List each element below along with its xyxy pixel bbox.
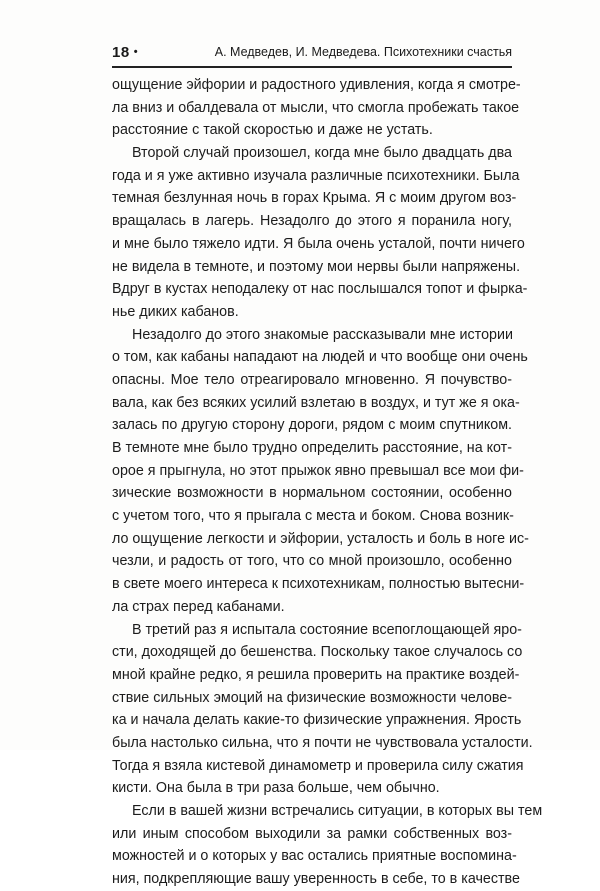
page-number-bullet: • — [133, 46, 139, 58]
text-line: кисти. Она была в три раза больше, чем обычно. — [112, 780, 440, 797]
running-title: А. Медведев, И. Медведева. Психотехники счастья — [214, 45, 512, 59]
text-line: или иным способом выходили за рамки собственных воз- — [112, 825, 512, 842]
text-line: ка и начала делать какие-то физические упражнения. Ярость — [112, 712, 522, 729]
text-line: В темноте мне было трудно определить расстояние, на кот- — [112, 440, 512, 456]
text-line: сти, доходящей до бешенства. Поскольку такое случалось со — [112, 644, 523, 661]
text-line: опасны. Мое тело отреагировало мгновенно. Я почувство- — [112, 371, 512, 388]
page-number-value: 18 — [112, 44, 130, 61]
text-line: была настолько сильна, что я почти не чувствовала усталости. — [112, 734, 533, 751]
text-line: с учетом того, что я прыгала с места и боком. Снова возник- — [112, 508, 514, 525]
text-line: ствие сильных эмоций на физические возможности челове- — [112, 689, 512, 706]
text-line: Тогда я взяла кистевой динамометр и проверила силу сжатия — [112, 757, 524, 774]
text-line: вращалась в лагерь. Незадолго до этого я поранила ногу, — [112, 213, 512, 230]
text-line: нье диких кабанов. — [112, 303, 239, 320]
paragraph — [112, 74, 521, 142]
text-line: Незадолго до этого знакомые рассказывали мне истории — [132, 326, 513, 343]
text-line: В третий раз я испытала состояние всепоглощающей яро- — [132, 621, 522, 638]
text-line: о том, как кабаны нападают на людей и что вообще они очень — [112, 349, 528, 366]
text-line: ло ощущение легкости и эйфории, усталость и боль в ноге ис- — [112, 530, 529, 547]
text-line: зические возможности в нормальном состоянии, особенно — [112, 485, 512, 502]
paragraph — [112, 142, 528, 324]
text-line: расстояние с такой скоростью и даже не устать. — [112, 122, 433, 139]
text-line: года и я уже активно изучала различные психотехники. Была — [112, 167, 520, 184]
text-line: не видела в темноте, и поэтому мои нервы были напряжены. — [112, 258, 521, 275]
text-line: Второй случай произошел, когда мне было двадцать два — [132, 145, 512, 162]
page-number — [112, 44, 138, 61]
text-line: ощущение эйфории и радостного удивления, когда я смотре- — [112, 77, 521, 93]
paragraph — [112, 800, 543, 891]
header-rule — [112, 66, 512, 68]
text-line: можностей и о которых у вас остались приятные воспомина- — [112, 848, 517, 865]
text-line: в свете моего интереса к психотехникам, полностью вытесни- — [112, 576, 525, 593]
text-line: ла вниз и обалдевала от мысли, что смогла пробежать такое — [112, 99, 520, 116]
text-line: ла страх перед кабанами. — [112, 598, 285, 615]
text-line: вала, как без всяких усилий взлетаю в воздух, и тут же я ока- — [112, 394, 520, 411]
text-line: и мне было тяжело идти. Я была очень усталой, почти ничего — [112, 235, 525, 252]
text-line: Вдруг в кустах неподалеку от нас послышался топот и фырка- — [112, 281, 528, 298]
text-line: Если в вашей жизни встречались ситуации, в которых вы тем — [132, 803, 543, 819]
paragraph — [112, 619, 533, 801]
page-header — [112, 44, 512, 64]
paragraph — [112, 324, 529, 619]
text-line: темная безлунная ночь в горах Крыма. Я с моим другом воз- — [112, 190, 517, 207]
text-line: орое я прыгнула, но этот прыжок явно превышал все мои фи- — [112, 462, 524, 479]
text-line: ния, подкрепляющие вашу уверенность в себе, то в качестве — [112, 871, 520, 888]
text-line: залась по другую сторону дороги, рядом с моим спутником. — [112, 417, 512, 434]
text-line: мной крайне редко, я решила проверить на практике воздей- — [112, 666, 520, 683]
text-line: чезли, и радость от того, что со мной произошло, особенно — [112, 553, 512, 570]
body-text — [112, 74, 543, 891]
